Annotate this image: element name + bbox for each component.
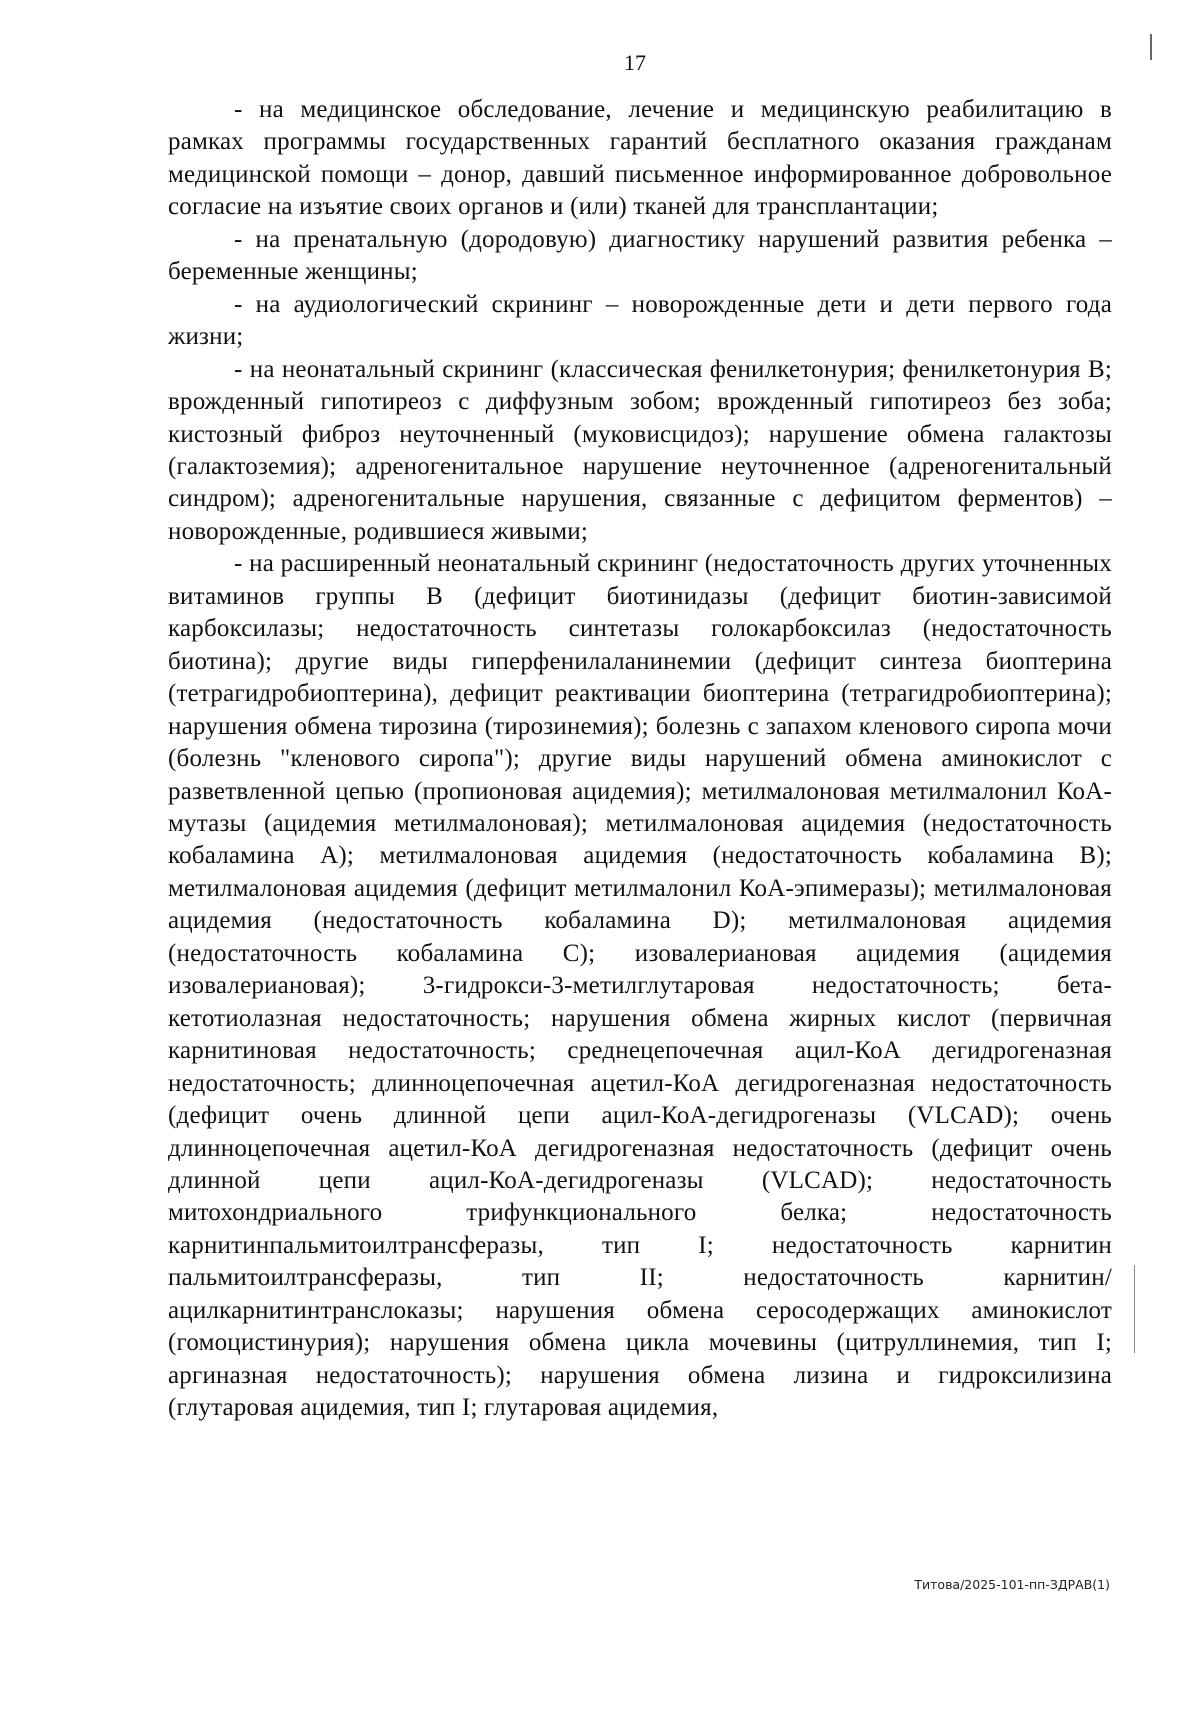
paragraph-extended-neonatal-screening: - на расширенный неонатальный скрининг (недостаточность других уточненных витаминов группы B (дефицит биотинидазы (дефицит биотин-зависимой карбоксилазы; недостаточность синтетазы голокарбоксилаз (недостаточность биотина); другие виды гиперфенилаланинемии (дефицит синтеза биоптерина (тетрагидробиоптерина), дефицит реактивации биоптерина (тетрагидробиоптерина); нарушения обмена тирозина (тирозинемия); болезнь с запахом кленового сиропа мочи (болезнь "кленового сиропа"); другие виды нарушений обмена аминокислот с разветвленной цепью (пропионовая ацидемия); метилмалоновая метилмалонил КоА-мутазы (ацидемия метилмалоновая); метилмалоновая ацидемия (недостаточность кобаламина A); метилмалоновая ацидемия (недостаточность кобаламина B); метилмалоновая ацидемия (дефицит метилмалонил КоА-эпимеразы); метилмалоновая ацидемия (недостаточность кобаламина D); метилмалоновая ацидемия (недостаточность кобаламина C); изовалериановая ацидемия (ацидемия изовалериановая); 3-гидрокси-3-метилглутаровая недостаточность; бета-кетотиолазная недостаточность; нарушения обмена жирных кислот (первичная карнитиновая недостаточность; среднецепочечная ацил-КоА дегидрогеназная недостаточность; длинноцепочечная ацетил-КоА дегидрогеназная недостаточность (дефицит очень длинной цепи ацил-КоА-дегидрогеназы (VLCAD); очень длинноцепочечная ацетил-КоА дегидрогеназная недостаточность (дефицит очень длинной цепи ацил-КоА-дегидрогеназы (VLCAD); недостаточность митохондриального трифункционального белка; недостаточность карнитинпальмитоилтрансферазы, тип I; недостаточность карнитин пальмитоилтрансферазы, тип II; недостаточность карнитин/ацилкарнитинтранслоказы; нарушения обмена серосодержащих аминокислот (гомоцистинурия); нарушения обмена цикла мочевины (цитруллинемия, тип I; аргиназная недостаточность); нарушения обмена лизина и гидроксилизина (глутаровая ацидемия, тип I; глутаровая ацидемия, xyxy=(168,550,1112,1422)
document-body xyxy=(168,94,1112,1425)
paragraph-audiology: - на аудиологический скрининг – новорожденные дети и дети первого года жизни; xyxy=(168,290,1112,351)
page-number: 17 xyxy=(624,50,646,75)
document-code: Титова/2025-101-пп-ЗДРАВ(1) xyxy=(914,1577,1110,1592)
paragraph-prenatal: - на пренатальную (дородовую) диагностику нарушений развития ребенка – беременные женщины; xyxy=(168,225,1112,286)
paragraph-neonatal-screening: - на неонатальный скрининг (классическая фенилкетонурия; фенилкетонурия B; врожденный гипотиреоз с диффузным зобом; врожденный гипотиреоз без зоба; кистозный фиброз неуточненный (муковисцидоз); нарушение обмена галактозы (галактоземия); адреногенитальное нарушение неуточненное (адреногенитальный синдром); адреногенитальные нарушения, связанные с дефицитом ферментов) – новорожденные, родившиеся живыми; xyxy=(168,355,1112,545)
paragraph-donor: - на медицинское обследование, лечение и медицинскую реабилитацию в рамках программы государственных гарантий бесплатного оказания гражданам медицинской помощи – донор, давший письменное информированное добровольное согласие на изъятие своих органов и (или) тканей для трансплантации; xyxy=(168,96,1112,221)
scan-artifact-right xyxy=(1134,1265,1135,1353)
